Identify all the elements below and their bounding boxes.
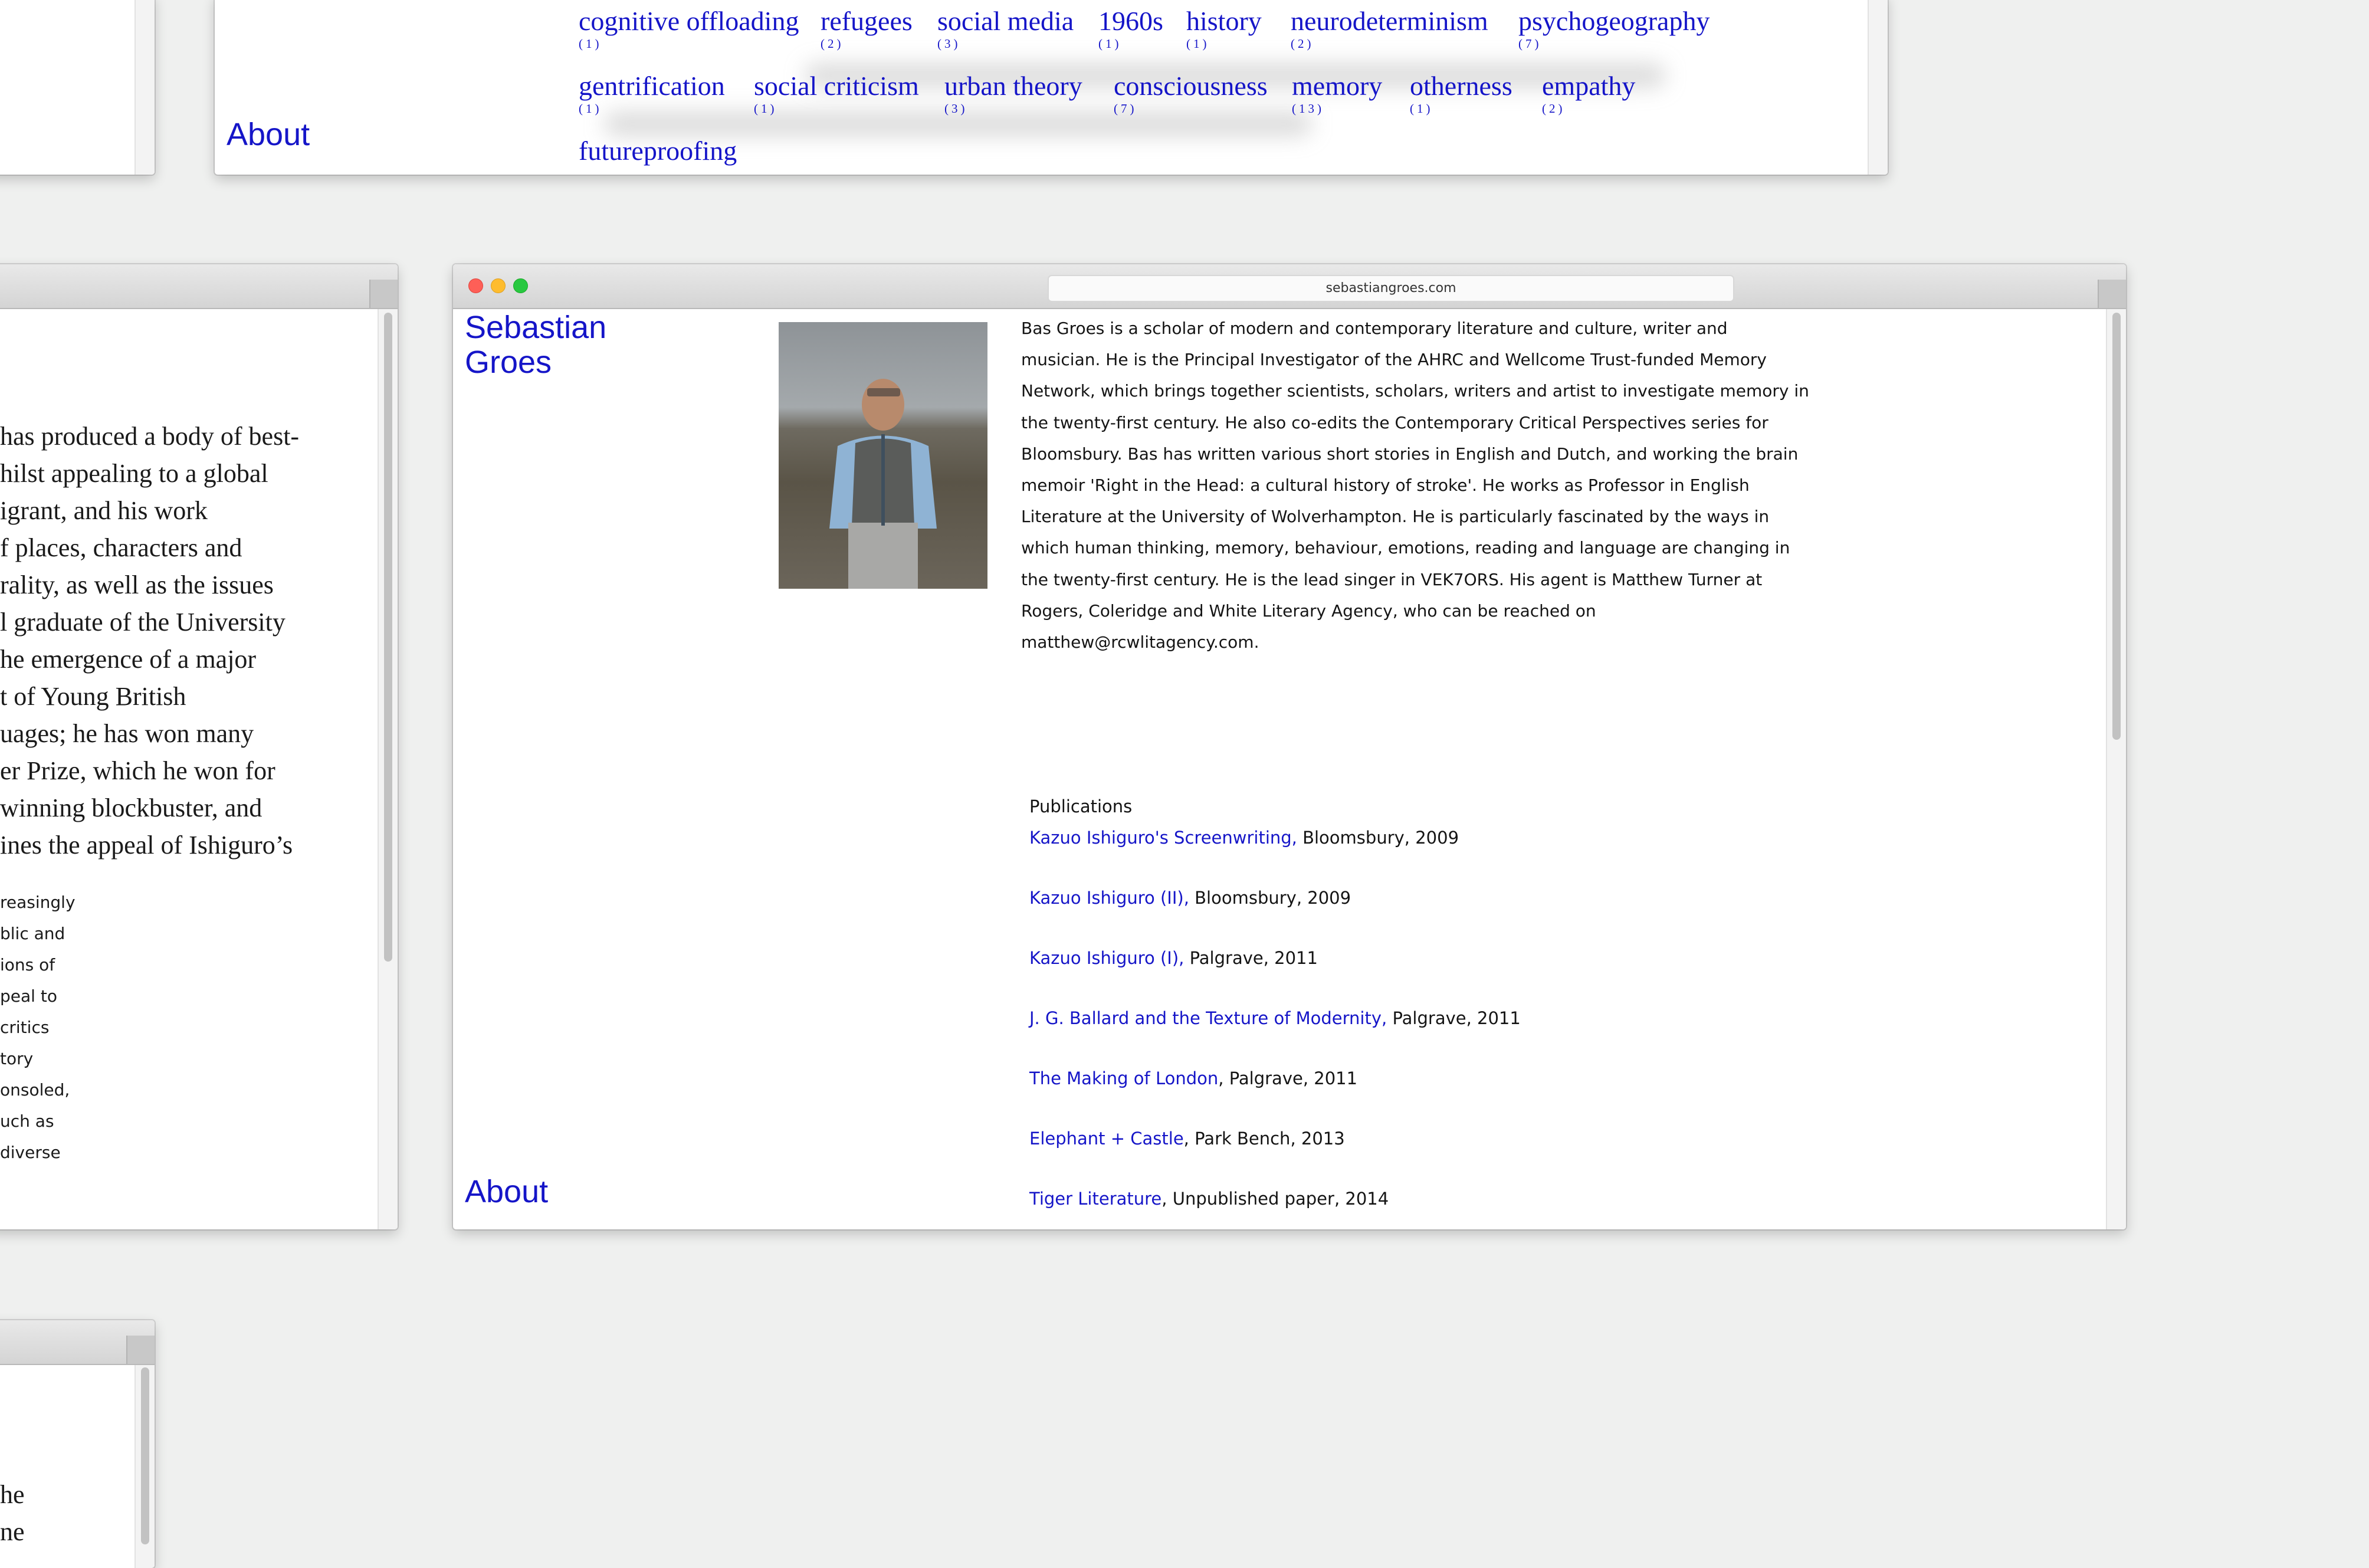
publication-item	[1029, 1130, 1345, 1147]
minimize-button[interactable]	[491, 278, 506, 293]
tag-neurodeterminism[interactable]: neurodeterminism (2)	[1291, 6, 1488, 51]
publication-details: , Unpublished paper, 2014	[1161, 1189, 1389, 1209]
scrollbar-thumb[interactable]	[384, 313, 392, 962]
article-line: uages; he has won many	[0, 719, 254, 748]
article-line: t of Young British	[0, 682, 186, 711]
publication-link[interactable]: The Making of London	[1029, 1068, 1219, 1088]
publication-details: Bloomsbury, 2009	[1189, 888, 1351, 908]
article-line: onsoled,	[0, 1080, 70, 1100]
publication-link[interactable]: Kazuo Ishiguro (I),	[1029, 948, 1184, 968]
article-line: rality, as well as the issues	[0, 570, 274, 599]
title-bar	[0, 1320, 155, 1365]
tag-gentrification[interactable]: gentrification (1)	[579, 71, 725, 116]
window-corner	[126, 1336, 155, 1364]
scrollbar[interactable]	[134, 0, 155, 175]
site-title-line: Sebastian	[465, 310, 607, 345]
tag-otherness[interactable]: otherness (1)	[1410, 71, 1512, 116]
zoom-button[interactable]	[513, 278, 528, 293]
portrait-photo	[779, 322, 987, 589]
article-line: diverse	[0, 1143, 61, 1162]
article-line: blic and	[0, 924, 65, 943]
tag-social-criticism[interactable]: social criticism (1)	[754, 71, 919, 116]
tag-refugees[interactable]: refugees (2)	[821, 6, 913, 51]
article-line: has produced a body of best-	[0, 422, 300, 451]
publication-item	[1029, 1190, 1389, 1208]
scrollbar[interactable]	[378, 309, 398, 1229]
publication-item	[1029, 829, 1459, 847]
person-silhouette-icon	[779, 322, 987, 589]
publication-link[interactable]: J. G. Ballard and the Texture of Modernity,	[1029, 1008, 1387, 1028]
bottom-left-window	[0, 1320, 155, 1568]
top-left-window-fragment	[0, 0, 155, 175]
article-line: hilst appealing to a global	[0, 459, 268, 488]
scrollbar[interactable]	[1868, 0, 1888, 175]
tag-futureproofing[interactable]: futureproofing	[579, 136, 737, 166]
address-bar[interactable]: sebastiangroes.com	[1048, 275, 1734, 302]
tag-cloud-window	[215, 0, 1888, 175]
tag-1960s[interactable]: 1960s (1)	[1098, 6, 1163, 51]
article-line: winning blockbuster, and	[0, 793, 263, 822]
tag-social-media[interactable]: social media (3)	[937, 6, 1074, 51]
article-line: reasingly	[0, 893, 76, 912]
article-line: er Prize, which he won for	[0, 756, 275, 785]
publication-link[interactable]: Kazuo Ishiguro (II),	[1029, 888, 1189, 908]
scrollbar[interactable]	[134, 1365, 155, 1568]
tag-history[interactable]: history (1)	[1186, 6, 1262, 51]
tag-urban-theory[interactable]: urban theory (3)	[944, 71, 1082, 116]
scrollbar-thumb[interactable]	[141, 1367, 149, 1544]
left-article-window	[0, 264, 398, 1229]
title-bar	[453, 264, 2126, 309]
publication-item	[1029, 1010, 1521, 1027]
publication-link[interactable]: Tiger Literature	[1029, 1189, 1162, 1209]
site-title-line: Groes	[465, 345, 552, 380]
article-line: ne	[0, 1517, 25, 1546]
bio-paragraph: Bas Groes is a scholar of modern and contemporary literature and culture, writer and musician. He is the Principal Investigator of the AHRC and Wellcome Trust-funded Memory Network, which brings together scientists, scholars, writers and artist to investigate memory in the twenty-first century. He also co-edits the Contemporary Critical Perspectives series for Bloomsbury. Bas has written various short stories in English and Dutch, and working the brain memoir 'Right in the Head: a cultural history of stroke'. He works as Professor in English Literature at the University of Wolverhampton. He is particularly fascinated by the ways in which human thinking, memory, behaviour, emotions, reading and language are changing in the twenty-first century. He is the lead singer in VEK7ORS. His agent is Matthew Turner at Rogers, Coleridge and White Literary Agency, who can be reached on matthew@rcwlitagency.com.	[1021, 319, 1809, 652]
article-line: ines the appeal of Ishiguro’s	[0, 831, 293, 860]
article-line: critics	[0, 1018, 50, 1037]
tag-memory[interactable]: memory (13)	[1292, 71, 1383, 116]
scrollbar-thumb[interactable]	[2112, 313, 2121, 740]
tag-psychogeography[interactable]: psychogeography (7)	[1518, 6, 1710, 51]
publication-details: Palgrave, 2011	[1184, 948, 1318, 968]
publication-link[interactable]: Kazuo Ishiguro's Screenwriting,	[1029, 828, 1297, 848]
publication-item	[1029, 950, 1318, 967]
publication-item	[1029, 890, 1351, 907]
tag-empathy[interactable]: empathy (2)	[1542, 71, 1636, 116]
site-title[interactable]	[465, 310, 606, 380]
publication-item	[1029, 1070, 1357, 1087]
article-line: igrant, and his work	[0, 496, 208, 525]
close-button[interactable]	[468, 278, 483, 293]
publication-details: , Park Bench, 2013	[1183, 1129, 1345, 1149]
article-line: ions of	[0, 955, 55, 975]
publications-heading: Publications	[1029, 796, 1133, 816]
scrollbar[interactable]	[2106, 309, 2126, 1229]
article-line: he	[0, 1480, 25, 1509]
article-line: peal to	[0, 986, 57, 1006]
window-corner	[2098, 280, 2126, 308]
tag-consciousness[interactable]: consciousness (7)	[1114, 71, 1268, 116]
publication-details: , Palgrave, 2011	[1218, 1068, 1358, 1088]
publication-details: Palgrave, 2011	[1387, 1008, 1521, 1028]
publication-details: Bloomsbury, 2009	[1297, 828, 1459, 848]
article-line: uch as	[0, 1111, 54, 1131]
about-link[interactable]: About	[227, 117, 310, 152]
tag-cognitive-offloading[interactable]: cognitive offloading (1)	[579, 6, 799, 51]
about-link[interactable]: About	[465, 1174, 549, 1209]
article-line: l graduate of the University	[0, 608, 286, 637]
article-line: tory	[0, 1049, 34, 1068]
title-bar	[0, 264, 398, 309]
publication-link[interactable]: Elephant + Castle	[1029, 1129, 1184, 1149]
article-line: f places, characters and	[0, 533, 242, 562]
main-browser-window	[453, 264, 2126, 1229]
article-line: he emergence of a major	[0, 645, 257, 674]
window-corner	[369, 280, 398, 308]
